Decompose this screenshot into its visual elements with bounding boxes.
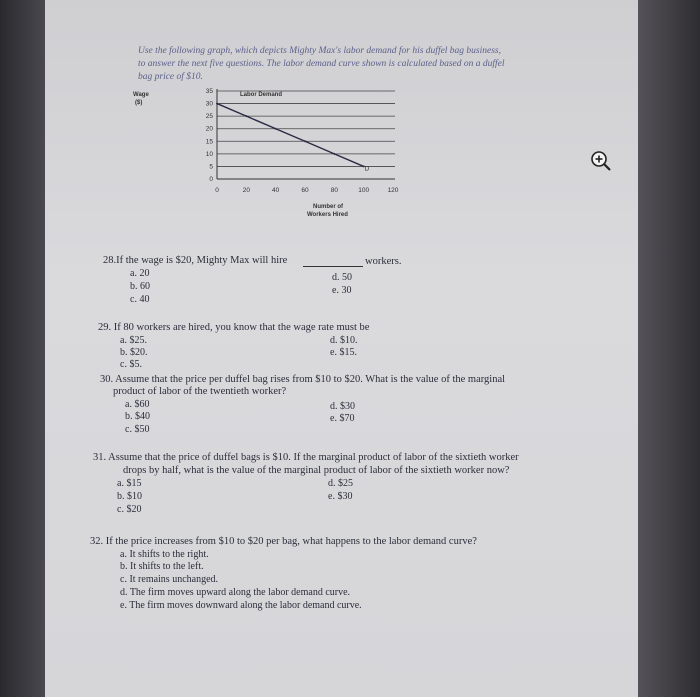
q28-stem: 28.If the wage is $20, Mighty Max will hire: [103, 255, 288, 266]
y-tick-label: 20: [205, 125, 213, 133]
q28-option-b[interactable]: b. 60: [130, 281, 150, 292]
q29-option-b[interactable]: b. $20.: [120, 347, 148, 358]
curve-label-d: D: [364, 165, 370, 173]
x-tick-label: 20: [242, 187, 250, 194]
y-tick-label: 15: [205, 138, 213, 146]
chart-title: Labor Demand: [240, 92, 283, 98]
y-tick-label: 35: [205, 88, 213, 95]
chart-y-label-wage: Wage: [133, 92, 149, 98]
q28-suffix: workers.: [365, 256, 402, 267]
q30-option-a[interactable]: a. $60: [125, 399, 150, 410]
data-point: [275, 128, 277, 130]
x-tick-label: 40: [272, 187, 280, 194]
q32-option-a[interactable]: a. It shifts to the right.: [120, 549, 209, 560]
x-tick-label: 80: [330, 187, 338, 194]
q32-stem: 32. If the price increases from $10 to $20 per bag, what happens to the labor demand curve?: [90, 536, 477, 547]
q28-option-d[interactable]: d. 50: [332, 272, 352, 283]
q30-option-d[interactable]: d. $30: [330, 401, 355, 412]
labor-demand-chart: [125, 84, 399, 224]
data-point: [333, 153, 335, 155]
x-tick-label: 100: [358, 187, 370, 194]
labor-demand-line: [217, 104, 364, 167]
chart-y-label-unit: ($): [135, 100, 143, 106]
q28-blank[interactable]: [303, 266, 363, 267]
q30-option-b[interactable]: b. $40: [125, 411, 150, 422]
q28-option-a[interactable]: a. 20: [130, 268, 150, 279]
intro-line-2: to answer the next five questions. The labor demand curve shown is calculated based on a duffel: [138, 59, 505, 69]
q30-line-1: 30. Assume that the price per duffel bag rises from $10 to $20. What is the value of the marginal: [100, 374, 506, 385]
q29-option-d[interactable]: d. $10.: [330, 335, 358, 346]
q32-option-e[interactable]: e. The firm moves downward along the labor demand curve.: [120, 600, 362, 611]
q29-option-a[interactable]: a. $25.: [120, 335, 147, 346]
chart-y-ticks: [206, 88, 214, 183]
q30-option-e[interactable]: e. $70: [330, 413, 355, 424]
chart-x-ticks: [215, 187, 399, 194]
x-tick-label: 60: [301, 187, 309, 194]
q29-option-e[interactable]: e. $15.: [330, 347, 357, 358]
chart-grid: [217, 91, 395, 166]
q32-option-d[interactable]: d. The firm moves upward along the labor demand curve.: [120, 587, 351, 598]
y-tick-label: 25: [205, 113, 213, 121]
intro-line-3: bag price of $10.: [138, 72, 203, 82]
q28-option-e[interactable]: e. 30: [332, 285, 352, 296]
q30-option-c[interactable]: c. $50: [125, 424, 150, 435]
q31-line-2: drops by half, what is the value of the marginal product of labor of the sixtieth worker now?: [123, 465, 510, 476]
chart-x-label-1: Number of: [313, 204, 343, 210]
q31-option-a[interactable]: a. $15: [117, 478, 142, 489]
q31-option-b[interactable]: b. $10: [117, 491, 142, 502]
x-tick-label: 0: [215, 187, 219, 194]
zoom-in-icon: [590, 150, 612, 172]
q31-line-1: 31. Assume that the price of duffel bags is $10. If the marginal product of labor of the sixtieth worker: [93, 452, 519, 463]
q29-stem: 29. If 80 workers are hired, you know that the wage rate must be: [98, 322, 370, 333]
background-left: [0, 0, 45, 697]
y-tick-label: 5: [209, 163, 213, 171]
data-point: [304, 140, 306, 142]
y-tick-label: 30: [205, 100, 213, 108]
data-point: [245, 115, 247, 117]
intro-line-1: Use the following graph, which depicts Mighty Max's labor demand for his duffel bag business,: [138, 46, 502, 56]
q31-option-d[interactable]: d. $25: [328, 478, 353, 489]
q28-option-c[interactable]: c. 40: [130, 294, 150, 305]
q31-option-c[interactable]: c. $20: [117, 504, 142, 515]
q29-option-c[interactable]: c. $5.: [120, 359, 142, 370]
q30-line-2: product of labor of the twentieth worker?: [113, 386, 287, 397]
worksheet-page: [45, 0, 638, 697]
chart-series: [216, 103, 370, 173]
y-tick-label: 0: [209, 176, 213, 183]
background-right: [638, 0, 700, 697]
chart-x-label-2: Workers Hired: [307, 212, 348, 218]
q32-option-c[interactable]: c. It remains unchanged.: [120, 574, 219, 585]
q31-option-e[interactable]: e. $30: [328, 491, 353, 502]
y-tick-label: 10: [205, 150, 213, 158]
x-tick-label: 120: [387, 187, 399, 194]
q32-option-b[interactable]: b. It shifts to the left.: [120, 561, 204, 572]
zoom-in-button[interactable]: [590, 150, 612, 172]
data-point: [216, 103, 218, 105]
